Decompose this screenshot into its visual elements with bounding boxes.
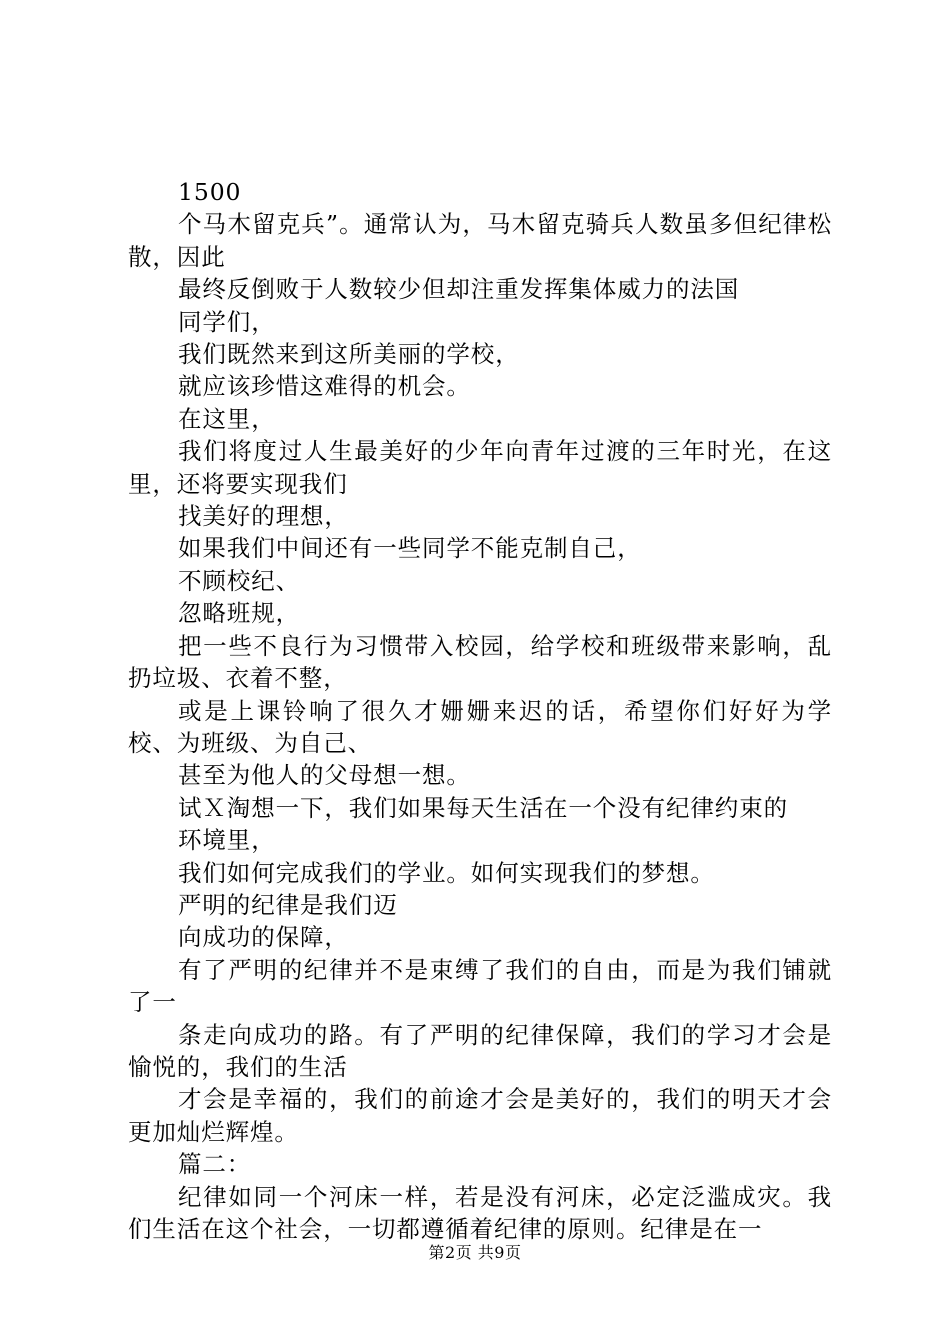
paragraph: 最终反倒败于人数较少但却注重发挥集体威力的法国 (178, 275, 740, 304)
page-footer: 第2页 共9页 (428, 1243, 522, 1262)
paragraph: 不顾校纪、 (178, 566, 300, 595)
paragraph: 把一些不良行为习惯带入校园，给学校和班级带来影响，乱扔垃圾、衣着不整， (128, 631, 832, 693)
paragraph: 个马木留克兵”。通常认为，马木留克骑兵人数虽多但纪律松散，因此 (128, 210, 832, 271)
paragraph: 才会是幸福的，我们的前途才会是美好的，我们的明天才会更加灿烂辉煌。 (128, 1085, 832, 1146)
paragraph: 找美好的理想， (178, 502, 349, 531)
paragraph: 向成功的保障， (178, 923, 349, 952)
paragraph: 忽略班规， (178, 599, 300, 628)
paragraph: 环境里， (178, 826, 276, 855)
section-heading: 篇二： (178, 1150, 252, 1179)
paragraph: 我们将度过人生最美好的少年向青年过渡的三年时光，在这里，还将要实现我们 (128, 437, 832, 498)
paragraph: 同学们， (178, 307, 276, 336)
paragraph: 如果我们中间还有一些同学不能克制自己， (178, 534, 642, 563)
paragraph: 纪律如同一个河床一样，若是没有河床，必定泛滥成灾。我们生活在这个社会，一切都遵循着纪律的原则。纪律是在一 (128, 1182, 832, 1243)
paragraph: 1500 (178, 178, 242, 206)
paragraph: 或是上课铃响了很久才姗姗来迟的话，希望你们好好为学校、为班级、为自己、 (128, 696, 832, 757)
paragraph: 在这里， (178, 404, 276, 433)
paragraph: 条走向成功的路。有了严明的纪律保障，我们的学习才会是愉悦的，我们的生活 (128, 1020, 832, 1081)
paragraph: 甚至为他人的父母想一想。 (178, 761, 471, 790)
paragraph: 我们既然来到这所美丽的学校， (178, 340, 520, 369)
paragraph: 就应该珍惜这难得的机会。 (178, 372, 471, 401)
paragraph: 试Ｘ淘想一下，我们如果每天生活在一个没有纪律约束的 (178, 793, 788, 822)
document-body (128, 176, 832, 1245)
paragraph: 严明的纪律是我们迈 (178, 890, 398, 919)
paragraph: 我们如何完成我们的学业。如何实现我们的梦想。 (178, 858, 715, 887)
paragraph: 有了严明的纪律并不是束缚了我们的自由，而是为我们铺就了一 (128, 955, 832, 1017)
